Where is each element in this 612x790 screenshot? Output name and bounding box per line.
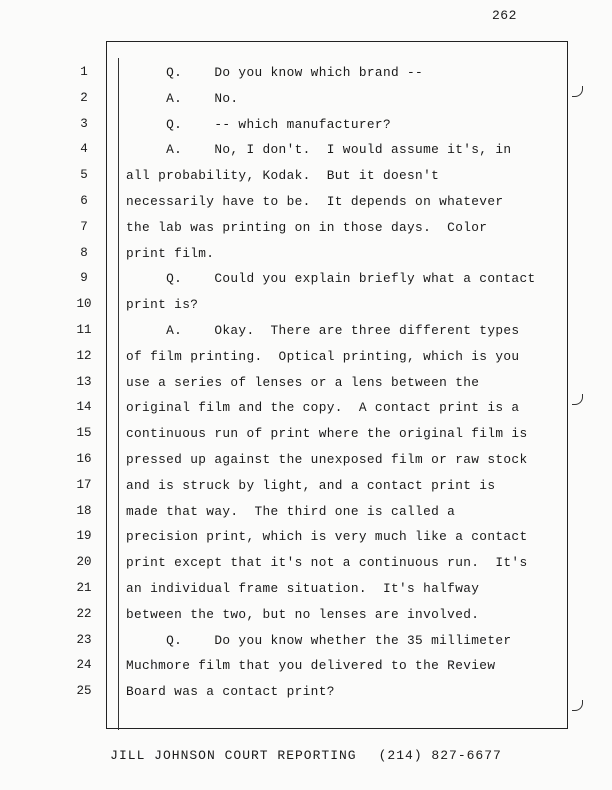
line-number: 2 [80,90,88,105]
line-number: 20 [76,555,92,570]
line-number: 25 [76,684,92,699]
line-number: 3 [80,116,88,131]
transcript-line: original film and the copy. A contact print is a [126,400,520,416]
line-number: 10 [76,297,92,312]
transcript-line: A. Okay. There are three different types [126,323,520,338]
line-number: 11 [76,323,92,337]
transcript-line: between the two, but no lenses are involved. [126,606,480,622]
transcript-line: Q. Do you know whether the 35 millimeter [126,632,512,648]
transcript-line: A. No. [126,90,239,106]
transcript-line: and is struck by light, and a contact print is [126,477,496,493]
line-number: 8 [80,245,88,260]
margin-rule [118,58,119,730]
transcript-line: Q. -- which manufacturer? [126,116,391,132]
transcript-line: of film printing. Optical printing, which is you [126,348,520,364]
transcript-line: pressed up against the unexposed film or raw stock [126,452,528,467]
footer-reporter: JILL JOHNSON COURT REPORTING [110,748,357,763]
transcript-line: precision print, which is very much like a contact [126,529,528,545]
transcript-line: print film. [126,245,215,261]
margin-mark [572,394,583,405]
line-number: 16 [76,452,92,466]
line-number: 12 [76,348,92,363]
margin-mark [572,700,583,711]
transcript-line: an individual frame situation. It's halfway [126,581,480,596]
transcript-line: Board was a contact print? [126,684,335,700]
footer-phone: (214) 827-6677 [378,748,502,763]
line-number: 15 [76,426,92,441]
line-number: 1 [80,65,88,79]
line-number: 19 [76,529,92,544]
transcript-line: print except that it's not a continuous run. It's [126,555,528,571]
line-number: 5 [80,168,88,183]
line-number: 6 [80,194,88,208]
line-number: 13 [76,374,92,389]
transcript-line: use a series of lenses or a lens between the [126,374,480,390]
transcript-line: Q. Do you know which brand -- [126,65,424,80]
transcript-line: the lab was printing on in those days. Color [126,219,488,235]
transcript-line: all probability, Kodak. But it doesn't [126,168,440,184]
line-number: 9 [80,271,88,286]
line-number: 23 [76,632,92,647]
transcript-line: made that way. The third one is called a [126,503,456,519]
transcript-line: continuous run of print where the original film is [126,426,528,442]
transcript-line: necessarily have to be. It depends on whatever [126,194,504,209]
page-number: 262 [492,8,517,23]
transcript-line: print is? [126,297,199,313]
footer [0,748,612,763]
line-number: 22 [76,606,92,621]
line-number: 7 [80,219,88,234]
line-number: 17 [76,477,92,492]
line-number: 21 [76,581,92,595]
line-number: 4 [80,142,88,157]
transcript-line: Q. Could you explain briefly what a contact [126,271,536,287]
line-number: 14 [76,400,92,415]
margin-mark [572,86,583,97]
transcript-line: Muchmore film that you delivered to the Review [126,658,496,674]
line-number: 24 [76,658,92,673]
line-number: 18 [76,503,92,518]
transcript-line: A. No, I don't. I would assume it's, in [126,142,512,158]
